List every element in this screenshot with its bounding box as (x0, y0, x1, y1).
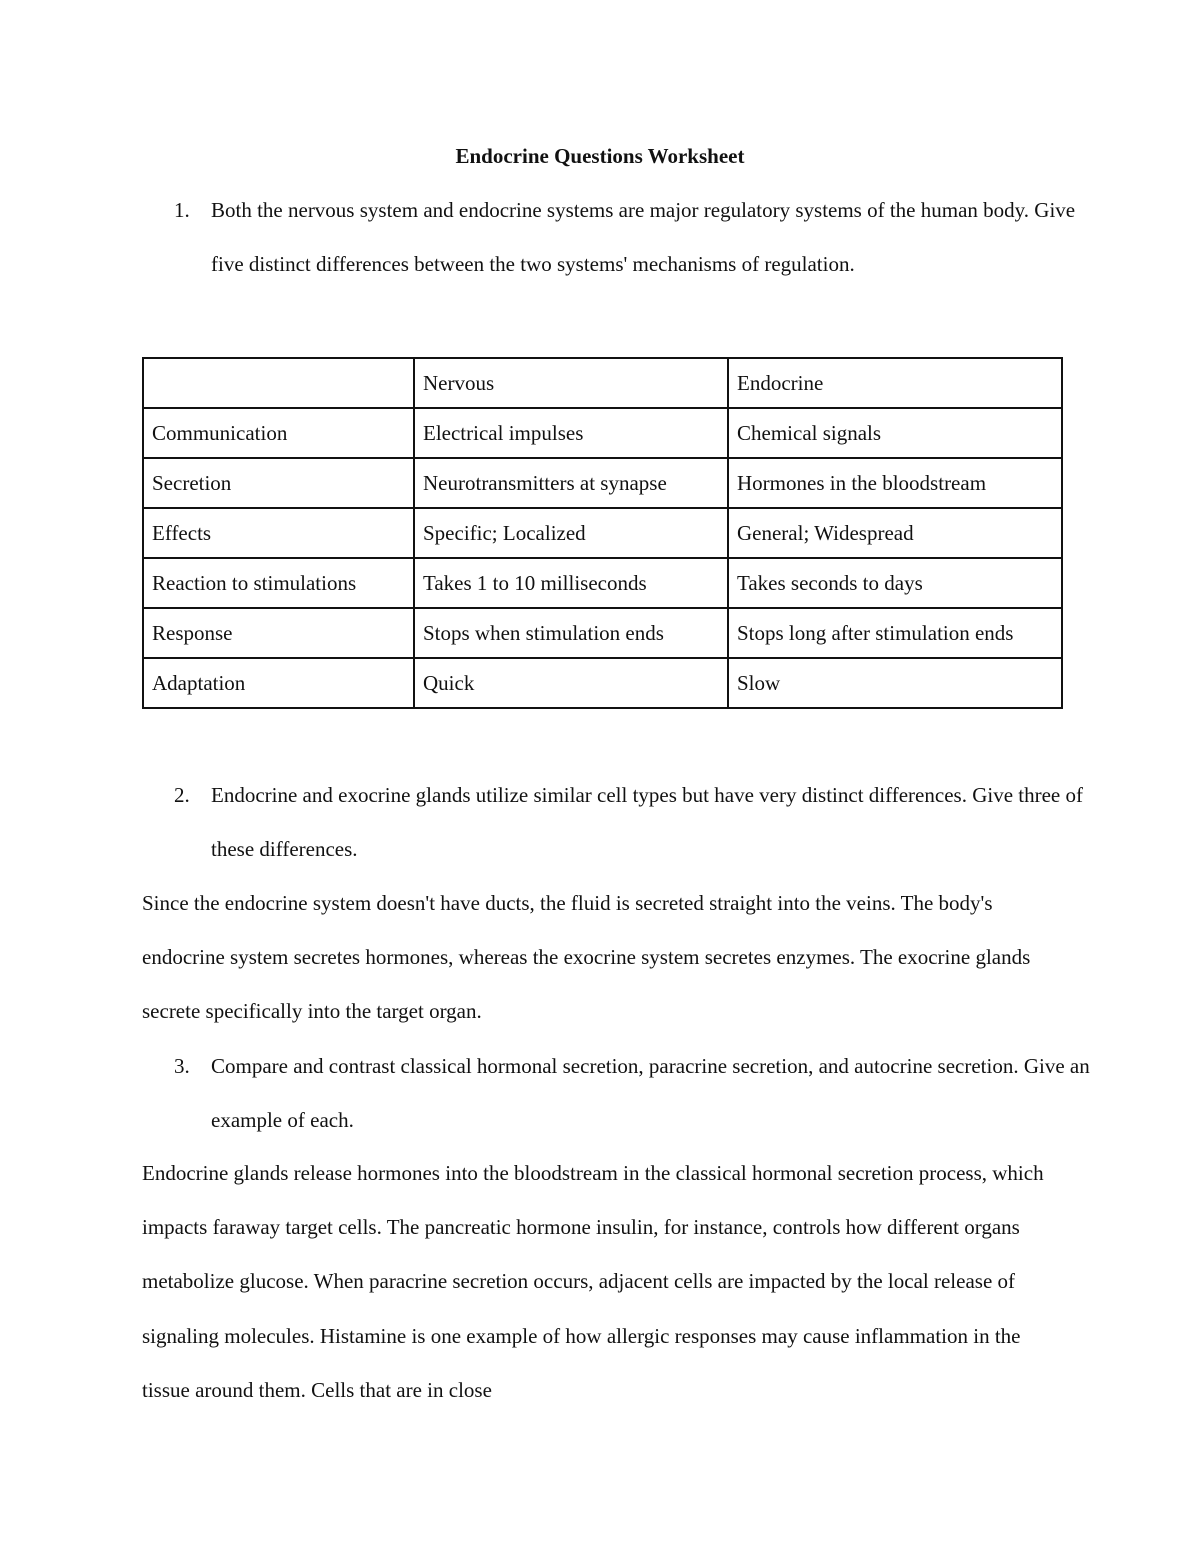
table-row (143, 508, 1062, 558)
table-header-row (143, 358, 1062, 408)
question-text: Endocrine and exocrine glands utilize similar cell types but have very distinct differences. Give three of these differences. (211, 783, 1083, 862)
comparison-table (142, 357, 1063, 709)
question-3 (174, 1039, 1091, 1148)
table-cell: Slow (728, 658, 1062, 708)
table-row (143, 458, 1062, 508)
table-row (143, 658, 1062, 708)
table-row (143, 408, 1062, 458)
table-row (143, 558, 1062, 608)
table-cell: Response (143, 608, 414, 658)
table-row (143, 608, 1062, 658)
question-2 (174, 768, 1091, 877)
table-cell: Stops when stimulation ends (414, 608, 728, 658)
table-header-cell: Nervous (414, 358, 728, 408)
answer-3: Endocrine glands release hormones into the bloodstream in the classical hormonal secretion process, which impacts faraway target cells. The pancreatic hormone insulin, for instance, controls how different organs metabolize glucose. When paracrine secretion occurs, adjacent cells are impacted by the local release of signaling molecules. Histamine is one example of how allergic responses may cause inflammation in the tissue around them. Cells that are in close (142, 1161, 1044, 1402)
table-cell: Communication (143, 408, 414, 458)
table-cell: Specific; Localized (414, 508, 728, 558)
table-header-cell: Endocrine (728, 358, 1062, 408)
question-text: Compare and contrast classical hormonal secretion, paracrine secretion, and autocrine secretion. Give an example of each. (211, 1054, 1090, 1133)
question-number: 2. (174, 783, 190, 807)
answer-2: Since the endocrine system doesn't have ducts, the fluid is secreted straight into the veins. The body's endocrine system secretes hormones, whereas the exocrine system secretes enzymes. The exocrine glands secrete specifically into the target organ. (142, 891, 1031, 1024)
table-cell: Stops long after stimulation ends (728, 608, 1062, 658)
question-text: Both the nervous system and endocrine systems are major regulatory systems of the human body. Give five distinct differences between the two systems' mechanisms of regulation. (211, 198, 1076, 277)
question-number: 3. (174, 1054, 190, 1078)
table-cell: Takes seconds to days (728, 558, 1062, 608)
table-cell: Hormones in the bloodstream (728, 458, 1062, 508)
table-header-cell (143, 358, 414, 408)
table-cell: Electrical impulses (414, 408, 728, 458)
table-cell: Secretion (143, 458, 414, 508)
question-number: 1. (174, 198, 190, 222)
table-cell: Neurotransmitters at synapse (414, 458, 728, 508)
table-cell: Takes 1 to 10 milliseconds (414, 558, 728, 608)
table-cell: Effects (143, 508, 414, 558)
table-cell: Adaptation (143, 658, 414, 708)
table-cell: Quick (414, 658, 728, 708)
table-cell: Reaction to stimulations (143, 558, 414, 608)
question-1 (174, 183, 1091, 292)
table-cell: Chemical signals (728, 408, 1062, 458)
table-cell: General; Widespread (728, 508, 1062, 558)
page-title: Endocrine Questions Worksheet (455, 144, 745, 168)
